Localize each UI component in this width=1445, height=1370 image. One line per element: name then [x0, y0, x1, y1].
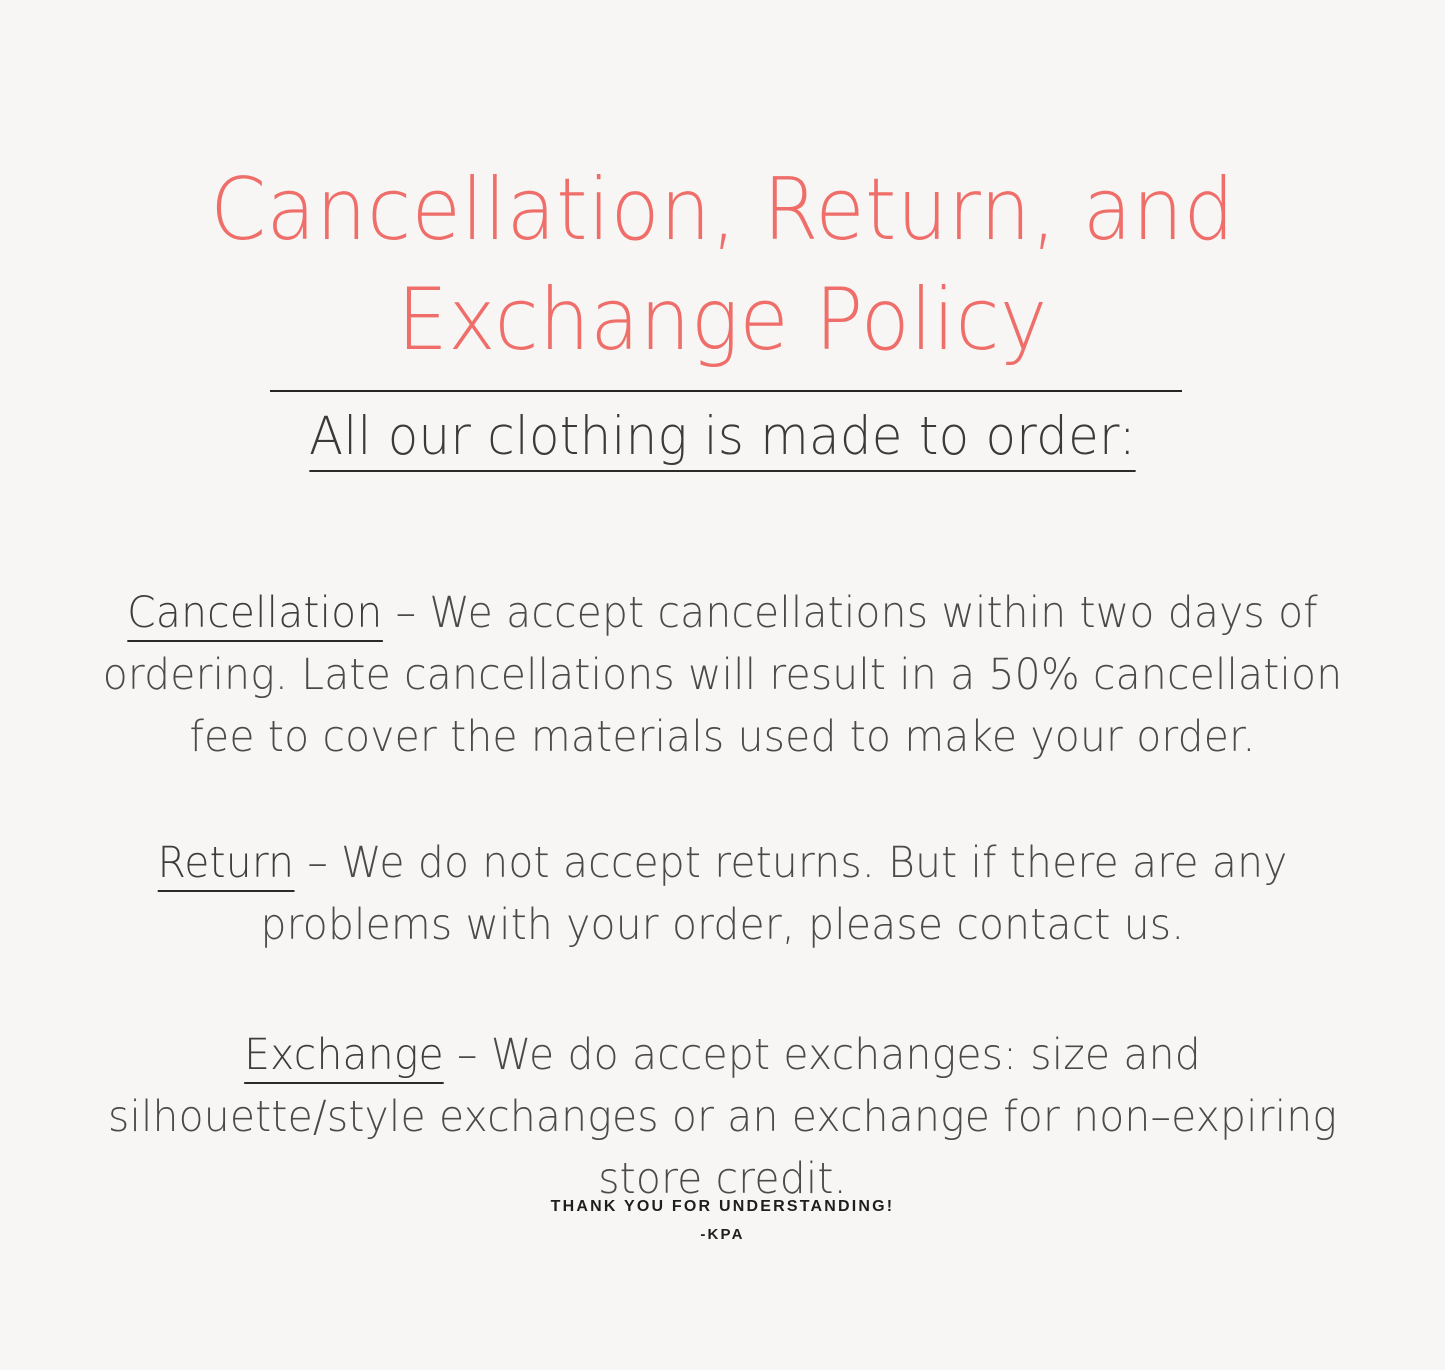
section-exchange-lead: Exchange	[244, 1030, 444, 1084]
section-cancellation	[103, 583, 1343, 769]
section-cancellation-lead: Cancellation	[127, 588, 382, 642]
footer-signature: -KPA	[700, 1226, 745, 1243]
section-return-lead: Return	[157, 838, 294, 892]
section-exchange-text: – We do accept exchanges: size and silhouette/style exchanges or an exchange for non–expiring store credit.	[107, 1030, 1338, 1204]
subtitle-text: All our clothing is made to order:	[309, 406, 1136, 472]
section-exchange	[103, 1025, 1343, 1211]
section-return-text: – We do not accept returns. But if there are any problems with your order, please contact us.	[260, 838, 1288, 950]
subtitle	[147, 404, 1299, 470]
page-title: Cancellation, Return, and Exchange Policy	[210, 160, 1235, 371]
section-return	[103, 833, 1343, 957]
title-divider	[270, 390, 1182, 392]
footer-thanks: THANK YOU FOR UNDERSTANDING!	[550, 1198, 895, 1215]
section-cancellation-text: – We accept cancellations within two days of ordering. Late cancellations will result in a 50% cancellation fee to cover the materials used to make your order.	[102, 588, 1343, 762]
